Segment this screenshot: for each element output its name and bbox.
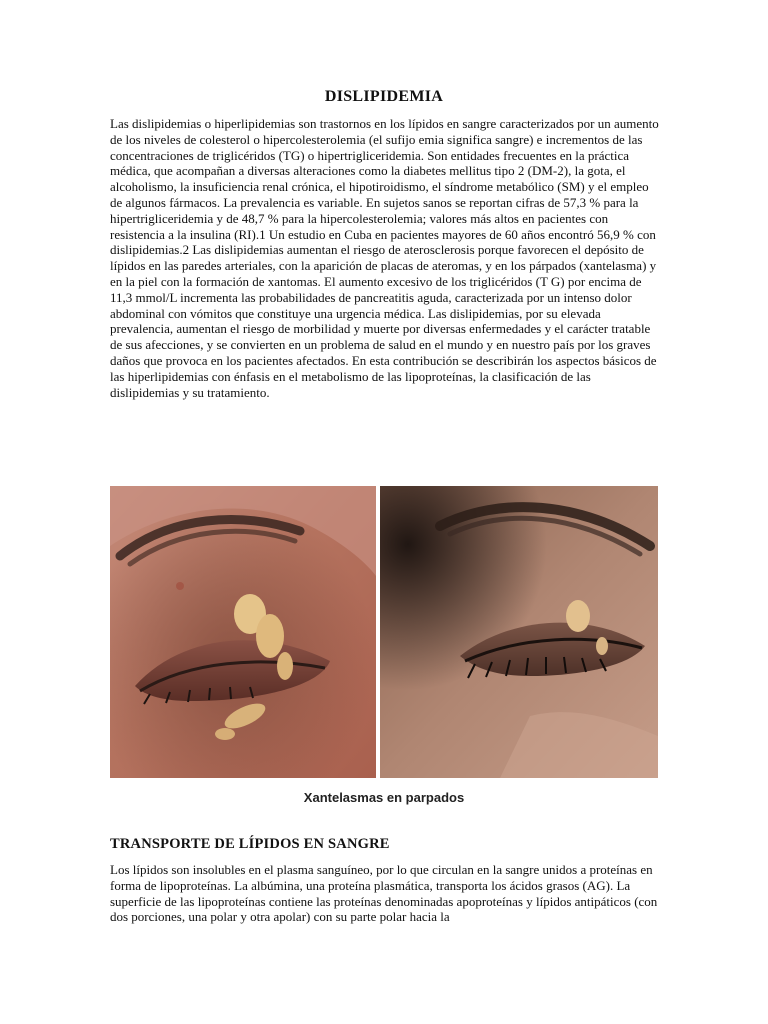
section-heading: TRANSPORTE DE LÍPIDOS EN SANGRE xyxy=(110,836,390,852)
left-eyelid-photo xyxy=(110,486,376,778)
document-title: DISLIPIDEMIA xyxy=(324,88,444,105)
intro-paragraph: Las dislipidemias o hiperlipidemias son trastornos en los lípidos en sangre caracterizados por un aumento de los niveles de colesterol o hipercolesterolemia (el sufijo emia significa sangre) e incrementos de las concentraciones de triglicéridos (TG) o hipertrigliceridemia. Son entidades frecuentes en la práctica médica, que acompañan a diversas alteraciones como la diabetes mellitus tipo 2 (DM-2), la gota, el alcoholismo, la insuficiencia renal crónica, el hipotiroidismo, el síndrome metabólico (SM) y el empleo de algunos fármacos. La prevalencia es variable. En sujetos sanos se reportan cifras de 57,3 % para la hipertrigliceridemia y de 48,7 % para la hipercolesterolemia; valores más altos en pacientes con resistencia a la insulina (RI).1 Un estudio en Cuba en pacientes mayores de 60 años encontró 56,9 % con dislipidemias.2 Las dislipidemias aumentan el riesgo de aterosclerosis porque favorecen el depósito de lípidos en las paredes arteriales, con la aparición de placas de ateromas, y en los párpados (xantelasma) y en la piel con la formación de xantomas. El aumento excesivo de los triglicéridos (T G) por encima de 11,3 mmol/L incrementa las probabilidades de pancreatitis aguda, caracterizada por un intenso dolor abdominal con vómitos que constituye una urgencia médica. Las dislipidemias, por su elevada prevalencia, aumentan el riesgo de morbilidad y muerte por diversas enfermedades y el carácter tratable de sus afecciones, y se convierten en un problema de salud en el mundo y en nuestro país por los graves daños que provoca en los pacientes afectados. En esta contribución se describirán los aspectos básicos de las hiperlipidemias con énfasis en el metabolismo de las lipoproteínas, la clasificación de las dislipidemias y su tratamiento. xyxy=(110,116,659,400)
figure-caption: Xantelasmas en parpados xyxy=(303,790,465,805)
section-paragraph: Los lípidos son insolubles en el plasma sanguíneo, por lo que circulan en la sangre unidos a proteínas en forma de lipoproteínas. La albúmina, una proteína plasmática, transporta los ácidos grasos (AG). La superficie de las lipoproteínas contiene las proteínas denominadas apoproteínas y lípidos antipáticos (con dos porciones, una polar y otra apolar) con su parte polar hacia la xyxy=(110,862,658,925)
xanthelasma-figure xyxy=(110,486,658,778)
eyelid-xanthelasma-photo-left xyxy=(110,486,376,778)
right-eyelid-photo xyxy=(380,486,658,778)
eyelid-xanthelasma-photo-right xyxy=(380,486,658,778)
